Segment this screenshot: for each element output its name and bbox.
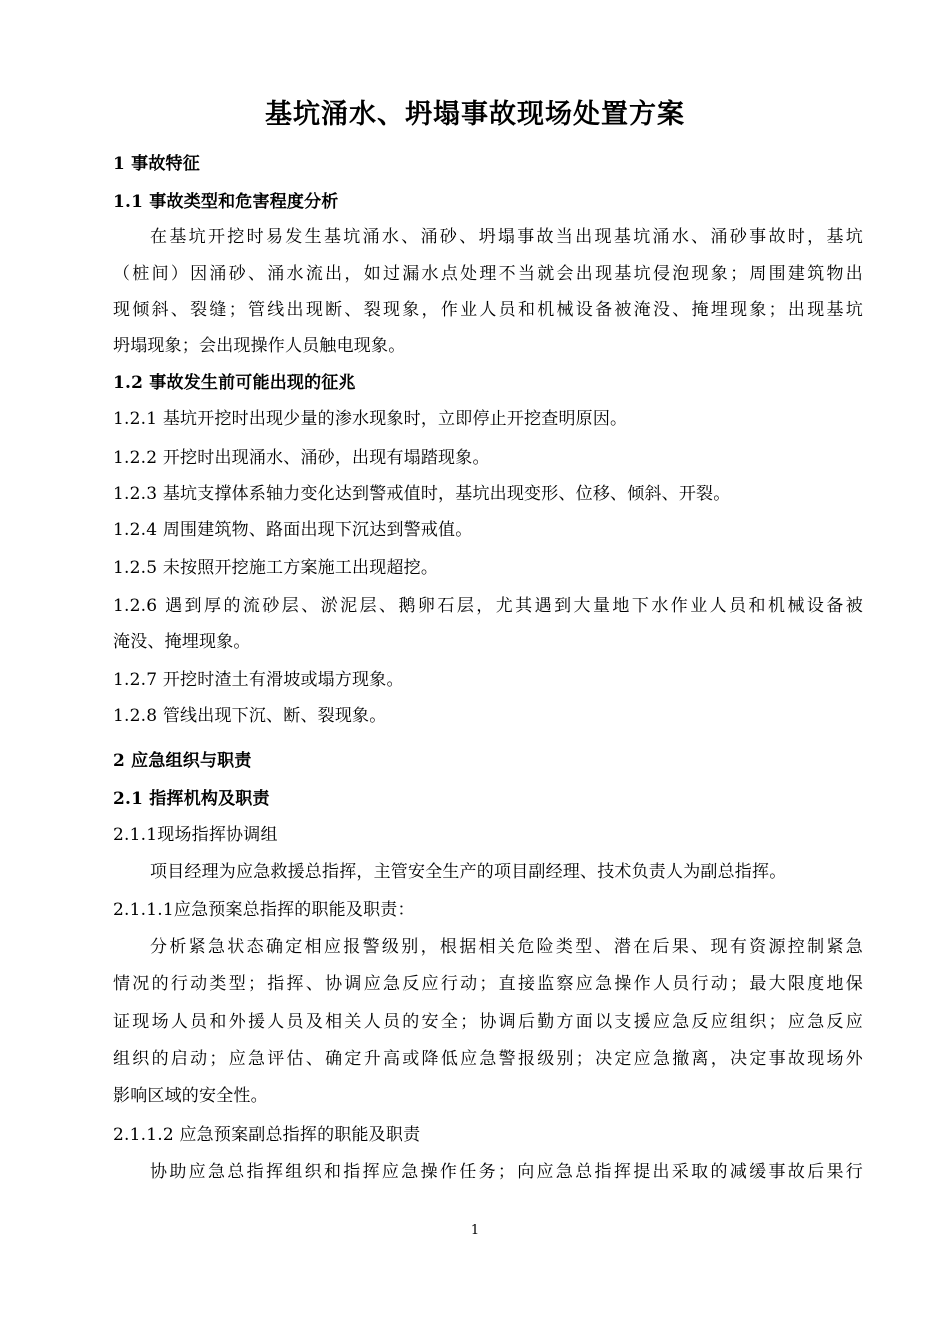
paragraph-line: 情况的行动类型；指挥、协调应急反应行动；直接监察应急操作人员行动；最大限度地保 — [113, 974, 863, 994]
list-item-1-2-1: 1.2.1 基坑开挖时出现少量的渗水现象时，立即停止开挖查明原因。 — [113, 409, 628, 429]
list-item-1-2-6: 1.2.6 遇到厚的流砂层、淤泥层、鹅卵石层，尤其遇到大量地下水作业人员和机械设备被 — [113, 596, 863, 616]
list-item-1-2-4: 1.2.4 周围建筑物、路面出现下沉达到警戒值。 — [113, 520, 473, 540]
list-item-1-2-2: 1.2.2 开挖时出现涌水、涌砂，出现有塌踏现象。 — [113, 448, 490, 468]
heading-1-accident-features: 1 事故特征 — [113, 154, 200, 174]
list-item-1-2-5: 1.2.5 未按照开挖施工方案施工出现超挖。 — [113, 558, 439, 578]
list-item-1-2-3: 1.2.3 基坑支撑体系轴力变化达到警戒值时，基坑出现变形、位移、倾斜、开裂。 — [113, 484, 731, 504]
paragraph-line: 分析紧急状态确定相应报警级别，根据相关危险类型、潜在后果、现有资源控制紧急 — [150, 937, 863, 957]
paragraph-line: 在基坑开挖时易发生基坑涌水、涌砂、坍塌事故当出现基坑涌水、涌砂事故时，基坑 — [150, 227, 863, 247]
paragraph-line: 影响区域的安全性。 — [113, 1086, 268, 1106]
paragraph-line: 组织的启动；应急评估、确定升高或降低应急警报级别；决定应急撤离，决定事故现场外 — [113, 1049, 863, 1069]
page-number: 1 — [470, 1223, 480, 1238]
heading-2-1-1-2: 2.1.1.2 应急预案副总指挥的职能及职责 — [113, 1125, 421, 1145]
heading-2-1-command-structure: 2.1 指挥机构及职责 — [113, 789, 270, 809]
heading-1-2-warning-signs: 1.2 事故发生前可能出现的征兆 — [113, 373, 356, 393]
list-item-1-2-8: 1.2.8 管线出现下沉、断、裂现象。 — [113, 706, 387, 726]
paragraph-line: 证现场人员和外援人员及相关人员的安全；协调后勤方面以支援应急反应组织；应急反应 — [113, 1012, 863, 1032]
heading-2-1-1-coordination-group: 2.1.1现场指挥协调组 — [113, 825, 278, 845]
heading-2-1-1-1: 2.1.1.1应急预案总指挥的职能及职责： — [113, 900, 415, 920]
paragraph-line: 现倾斜、裂缝；管线出现断、裂现象，作业人员和机械设备被淹没、掩埋现象；出现基坑 — [113, 300, 863, 320]
list-item-1-2-6-continued: 淹没、掩埋现象。 — [113, 632, 251, 652]
paragraph-line: 协助应急总指挥组织和指挥应急操作任务；向应急总指挥提出采取的减缓事故后果行 — [150, 1162, 863, 1182]
heading-2-emergency-organization: 2 应急组织与职责 — [113, 751, 252, 771]
heading-1-1-accident-type: 1.1 事故类型和危害程度分析 — [113, 192, 339, 212]
paragraph-line: 坍塌现象；会出现操作人员触电现象。 — [113, 336, 406, 356]
paragraph-line: （桩间）因涌砂、涌水流出，如过漏水点处理不当就会出现基坑侵泡现象；周围建筑物出 — [113, 264, 863, 284]
list-item-1-2-7: 1.2.7 开挖时渣土有滑坡或塌方现象。 — [113, 670, 404, 690]
document-title: 基坑涌水、坍塌事故现场处置方案 — [265, 99, 685, 130]
paragraph-line: 项目经理为应急救援总指挥，主管安全生产的项目副经理、技术负责人为副总指挥。 — [150, 862, 787, 882]
